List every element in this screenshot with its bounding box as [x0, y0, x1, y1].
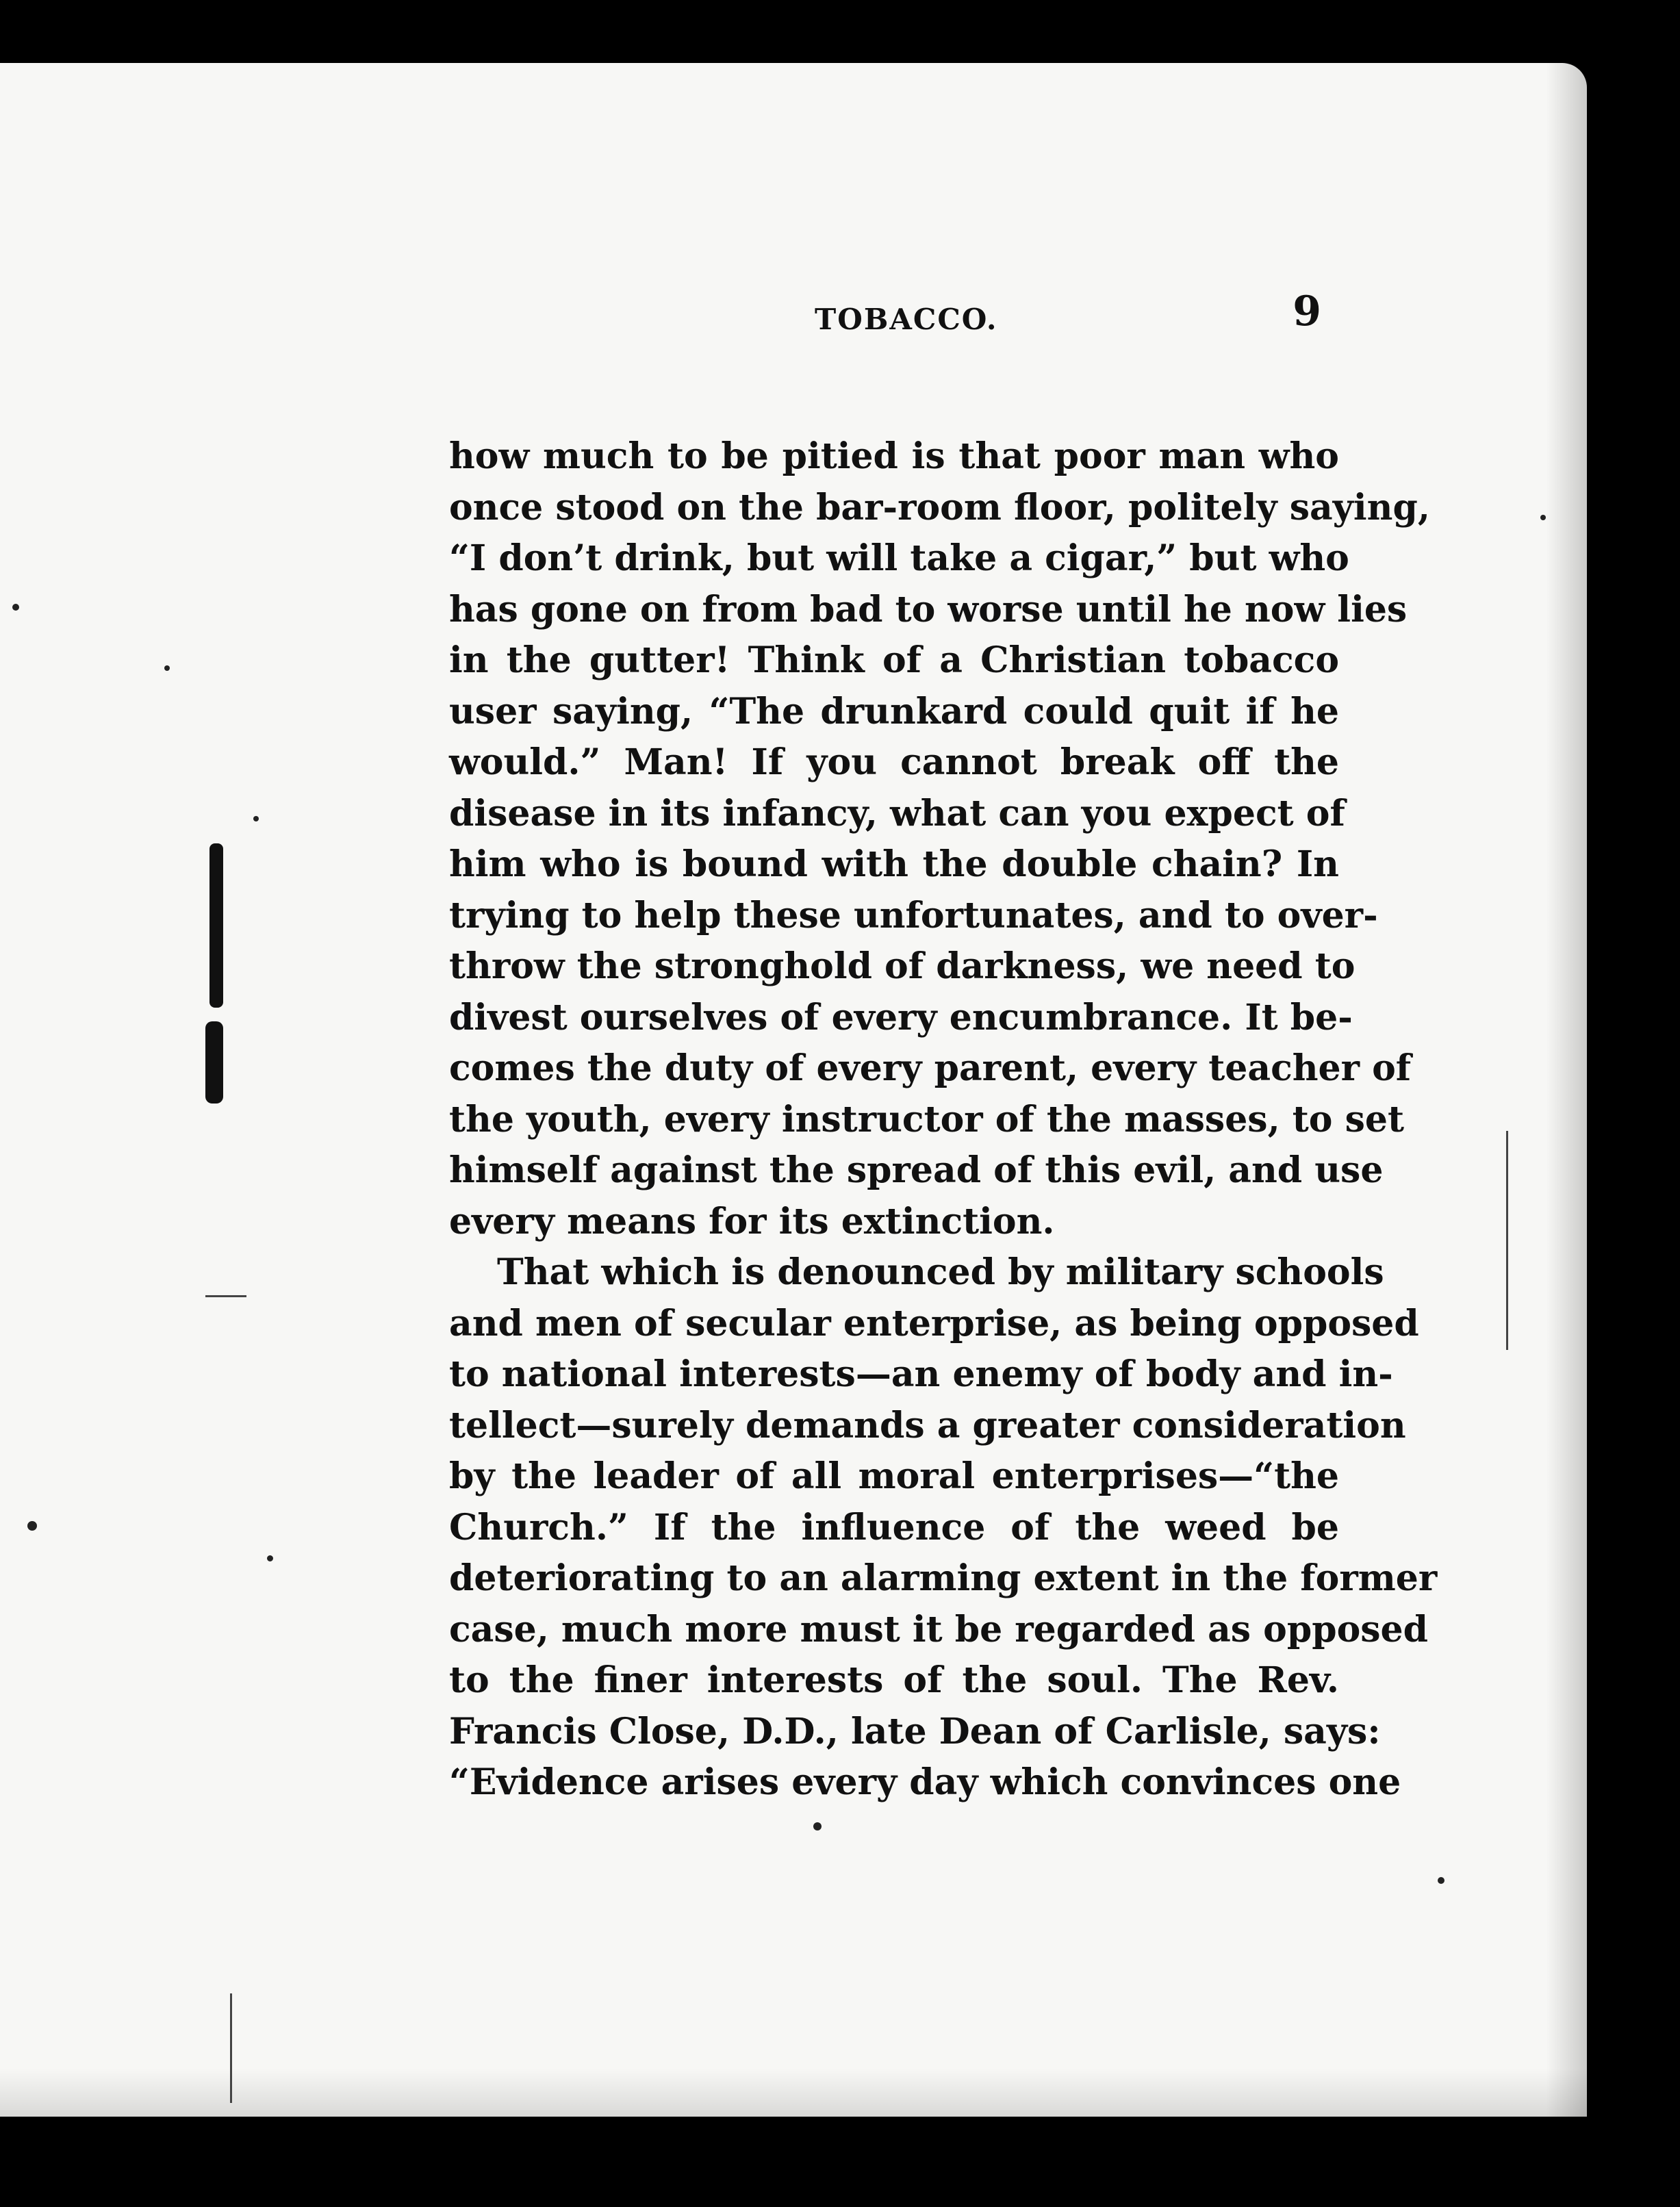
text-line: would.” Man! If you cannot break off the	[449, 741, 1339, 783]
text-line: him who is bound with the double chain? In	[449, 843, 1339, 885]
scan-speck	[253, 816, 259, 821]
text-line: “I don’t drink, but will take a cigar,” but who	[449, 537, 1349, 579]
scan-scratch	[230, 1993, 232, 2103]
scan-speck	[164, 665, 170, 671]
text-line: deteriorating to an alarming extent in the former	[449, 1557, 1438, 1599]
scan-speck	[813, 1822, 822, 1830]
text-line: to national interests—an enemy of body and in-	[449, 1353, 1393, 1395]
scan-speck	[1540, 515, 1546, 520]
scan-speck	[27, 1521, 37, 1531]
page-bottom-shadow	[0, 2069, 1587, 2117]
margin-ink-mark	[209, 843, 223, 1008]
text-line: trying to help these unfortunates, and to over-	[449, 894, 1378, 936]
text-line: by the leader of all moral enterprises—“the	[449, 1455, 1339, 1497]
text-line: and men of secular enterprise, as being opposed	[449, 1302, 1419, 1344]
page-edge-shadow	[1546, 63, 1587, 2117]
paragraph	[449, 431, 1430, 1247]
text-line: Francis Close, D.D., late Dean of Carlisle, says:	[449, 1710, 1381, 1752]
text-line: every means for its extinction.	[449, 1200, 1055, 1242]
text-line: throw the stronghold of darkness, we need to	[449, 945, 1356, 987]
text-line: case, much more must it be regarded as opposed	[449, 1608, 1428, 1650]
scan-speck	[12, 604, 19, 611]
text-line: user saying, “The drunkard could quit if he	[449, 690, 1339, 732]
paragraph	[449, 1247, 1438, 1809]
text-line: once stood on the bar-room floor, politely saying,	[449, 486, 1430, 528]
scan-scratch	[205, 1295, 246, 1297]
text-line: in the gutter! Think of a Christian tobacco	[449, 639, 1339, 681]
text-line: tellect—surely demands a greater consideration	[449, 1404, 1406, 1446]
scan-speck	[1438, 1877, 1444, 1884]
text-line: the youth, every instructor of the masses, to set	[449, 1098, 1404, 1140]
text-line: has gone on from bad to worse until he now lies	[449, 588, 1408, 630]
text-line: how much to be pitied is that poor man who	[449, 435, 1339, 477]
text-line: That which is denounced by military schools	[497, 1251, 1384, 1293]
text-line: to the finer interests of the soul. The Rev.	[449, 1659, 1339, 1701]
text-line: disease in its infancy, what can you expect of	[449, 792, 1345, 834]
body-text	[449, 431, 1438, 1809]
text-line: Church.” If the influence of the weed be	[449, 1506, 1339, 1548]
scan-scratch	[1506, 1131, 1508, 1350]
running-head	[445, 288, 1335, 349]
scan-speck	[267, 1555, 273, 1561]
text-line: comes the duty of every parent, every teacher of	[449, 1047, 1412, 1089]
page-number: 9	[1293, 288, 1321, 335]
running-head-title: TOBACCO.	[815, 303, 998, 336]
text-line: himself against the spread of this evil, and use	[449, 1149, 1384, 1191]
margin-ink-mark	[205, 1021, 223, 1104]
text-line: divest ourselves of every encumbrance. It be-	[449, 996, 1353, 1038]
text-line: “Evidence arises every day which convinces one	[449, 1761, 1401, 1803]
